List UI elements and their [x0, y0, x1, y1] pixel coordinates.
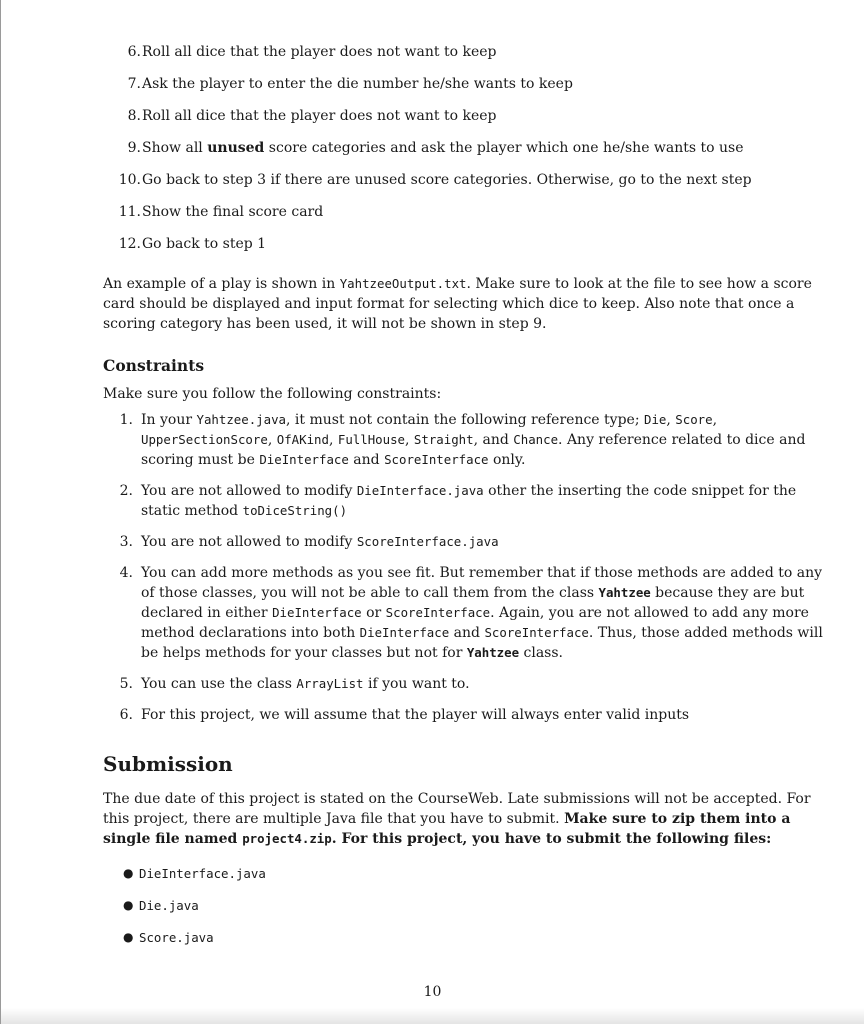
- text-run: For this project, we will assume that the player will always enter valid inputs: [141, 707, 690, 723]
- submission-paragraph: [103, 789, 838, 849]
- step-number: 11.: [118, 204, 141, 220]
- code-text: ScoreInterface: [385, 605, 491, 620]
- list-item: [103, 481, 838, 521]
- constraints-list: [103, 410, 838, 725]
- bullet-icon: ●: [123, 898, 134, 912]
- file-name: Die.java: [139, 898, 199, 913]
- step-number: 6.: [127, 44, 141, 60]
- code-text: UpperSectionScore: [141, 432, 268, 447]
- code-text: ArrayList: [296, 676, 364, 691]
- list-item: [103, 925, 838, 957]
- text-run: ,: [405, 432, 414, 448]
- text-run: Show all: [142, 140, 208, 156]
- code-text: DieInterface: [359, 625, 450, 640]
- step-text: Go back to step 1: [142, 236, 267, 252]
- step-number: 10.: [118, 172, 141, 188]
- item-number: 1.: [119, 412, 133, 428]
- file-name: DieInterface.java: [139, 866, 266, 881]
- item-number: 6.: [119, 707, 133, 723]
- code-text: ScoreInterface: [384, 452, 489, 467]
- constraints-intro: Make sure you follow the following constraints:: [103, 386, 442, 402]
- text-run: . Any reference related to dice and scoring must be: [141, 432, 806, 468]
- code-text: Yahtzee: [598, 585, 651, 600]
- list-item: [103, 168, 838, 200]
- code-text: OfAKind: [276, 432, 329, 447]
- text-run: ,: [712, 412, 718, 428]
- text-run: In your: [141, 412, 197, 428]
- text-run: , it must not contain the following reference type;: [286, 412, 644, 428]
- text-run: , and: [473, 432, 514, 448]
- text-run: You can use the class: [141, 676, 297, 692]
- code-text: Straight: [413, 432, 474, 447]
- list-item: [103, 861, 838, 893]
- text-run: class.: [519, 645, 563, 661]
- text-run: You are not allowed to modify: [141, 483, 357, 499]
- step-number: 7.: [127, 76, 141, 92]
- code-text: Yahtzee.java: [196, 412, 287, 427]
- files-list: [103, 861, 838, 957]
- step-number: 12.: [118, 236, 141, 252]
- text-run: and: [348, 452, 385, 468]
- step-text: Show the final score card: [142, 204, 324, 220]
- code-text: DieInterface.java: [356, 483, 484, 498]
- text-run: ,: [267, 432, 277, 448]
- submission-heading: Submission: [103, 752, 233, 776]
- list-item: [103, 200, 838, 232]
- text-run: You can add more methods as you see fit. But remember that if those methods are added to any of those classes, you will not be able to call them from the class: [141, 565, 823, 601]
- list-item: [103, 72, 838, 104]
- bold-text: Make sure to zip them into a single file named: [103, 811, 791, 847]
- text-run: and: [449, 625, 485, 641]
- text-run: only.: [488, 452, 526, 468]
- step-text: Ask the player to enter the die number he/she wants to keep: [142, 76, 573, 92]
- step-text: Roll all dice that the player does not want to keep: [142, 44, 497, 60]
- list-item: [103, 532, 838, 552]
- list-item: [103, 136, 838, 168]
- list-item: [103, 563, 838, 663]
- code-filename: project4.zip: [242, 831, 332, 846]
- text-run: An example of a play is shown in: [103, 276, 340, 292]
- code-text: DieInterface: [272, 605, 362, 620]
- item-number: 2.: [119, 483, 133, 499]
- file-name: Score.java: [139, 930, 214, 945]
- text-run: or: [361, 605, 386, 621]
- list-item: [103, 893, 838, 925]
- item-number: 5.: [119, 676, 133, 692]
- text-run: other the inserting the code snippet for the static method: [141, 483, 797, 519]
- list-item: [103, 674, 838, 694]
- step-text: [142, 136, 744, 160]
- step-text: Go back to step 3 if there are unused score categories. Otherwise, go to the next step: [142, 172, 752, 188]
- text-run: The due date of this project is stated on the CourseWeb. Late submissions will not be accepted. For this project, there are multiple Java file that you have to submit.: [103, 791, 811, 827]
- code-text: ScoreInterface: [484, 625, 589, 640]
- step-number: 8.: [127, 108, 141, 124]
- bullet-icon: ●: [123, 866, 134, 880]
- example-paragraph: [103, 274, 838, 334]
- page-number: 10: [423, 984, 442, 1000]
- text-run: if you want to.: [363, 676, 470, 692]
- item-number: 3.: [119, 534, 133, 550]
- text-run: . Thus, those added methods will be helps methods for your classes but not for: [141, 625, 823, 661]
- text-run: . Again, you are not allowed to add any more method declarations into both: [141, 605, 809, 641]
- text-run: because they are but declared in either: [141, 585, 805, 621]
- code-text: ScoreInterface.java: [356, 534, 499, 549]
- list-item: [103, 40, 838, 72]
- code-text: Die: [644, 412, 667, 427]
- constraints-heading: Constraints: [103, 356, 205, 375]
- code-text: Yahtzee: [466, 645, 520, 660]
- step-text: Roll all dice that the player does not want to keep: [142, 108, 497, 124]
- bold-text: unused: [207, 140, 265, 156]
- code-text: FullHouse: [337, 432, 405, 447]
- list-item: [103, 705, 838, 725]
- text-run: . Make sure to look at the file to see how a score card should be displayed and input format for selecting which dice to keep. Also note that once a scoring category has been used, it will not be shown in step 9.: [103, 276, 812, 332]
- item-number: 4.: [119, 565, 133, 581]
- code-text: Chance: [513, 432, 559, 447]
- list-item: [103, 410, 838, 470]
- step-number: 9.: [127, 140, 141, 156]
- code-text: DieInterface: [259, 452, 349, 467]
- list-item: [103, 232, 838, 264]
- page-content: [103, 40, 838, 957]
- text-run: You are not allowed to modify: [141, 534, 357, 550]
- text-run: score categories and ask the player which one he/she wants to use: [264, 140, 744, 156]
- steps-list: [103, 40, 838, 264]
- text-run: ,: [328, 432, 338, 448]
- bold-text: . For this project, you have to submit the following files:: [331, 831, 772, 847]
- code-text: Score: [675, 412, 713, 427]
- list-item: [103, 104, 838, 136]
- code-text: toDiceString(): [242, 503, 348, 518]
- code-filename: YahtzeeOutput.txt: [339, 276, 467, 291]
- text-run: ,: [666, 412, 676, 428]
- bullet-icon: ●: [123, 930, 134, 944]
